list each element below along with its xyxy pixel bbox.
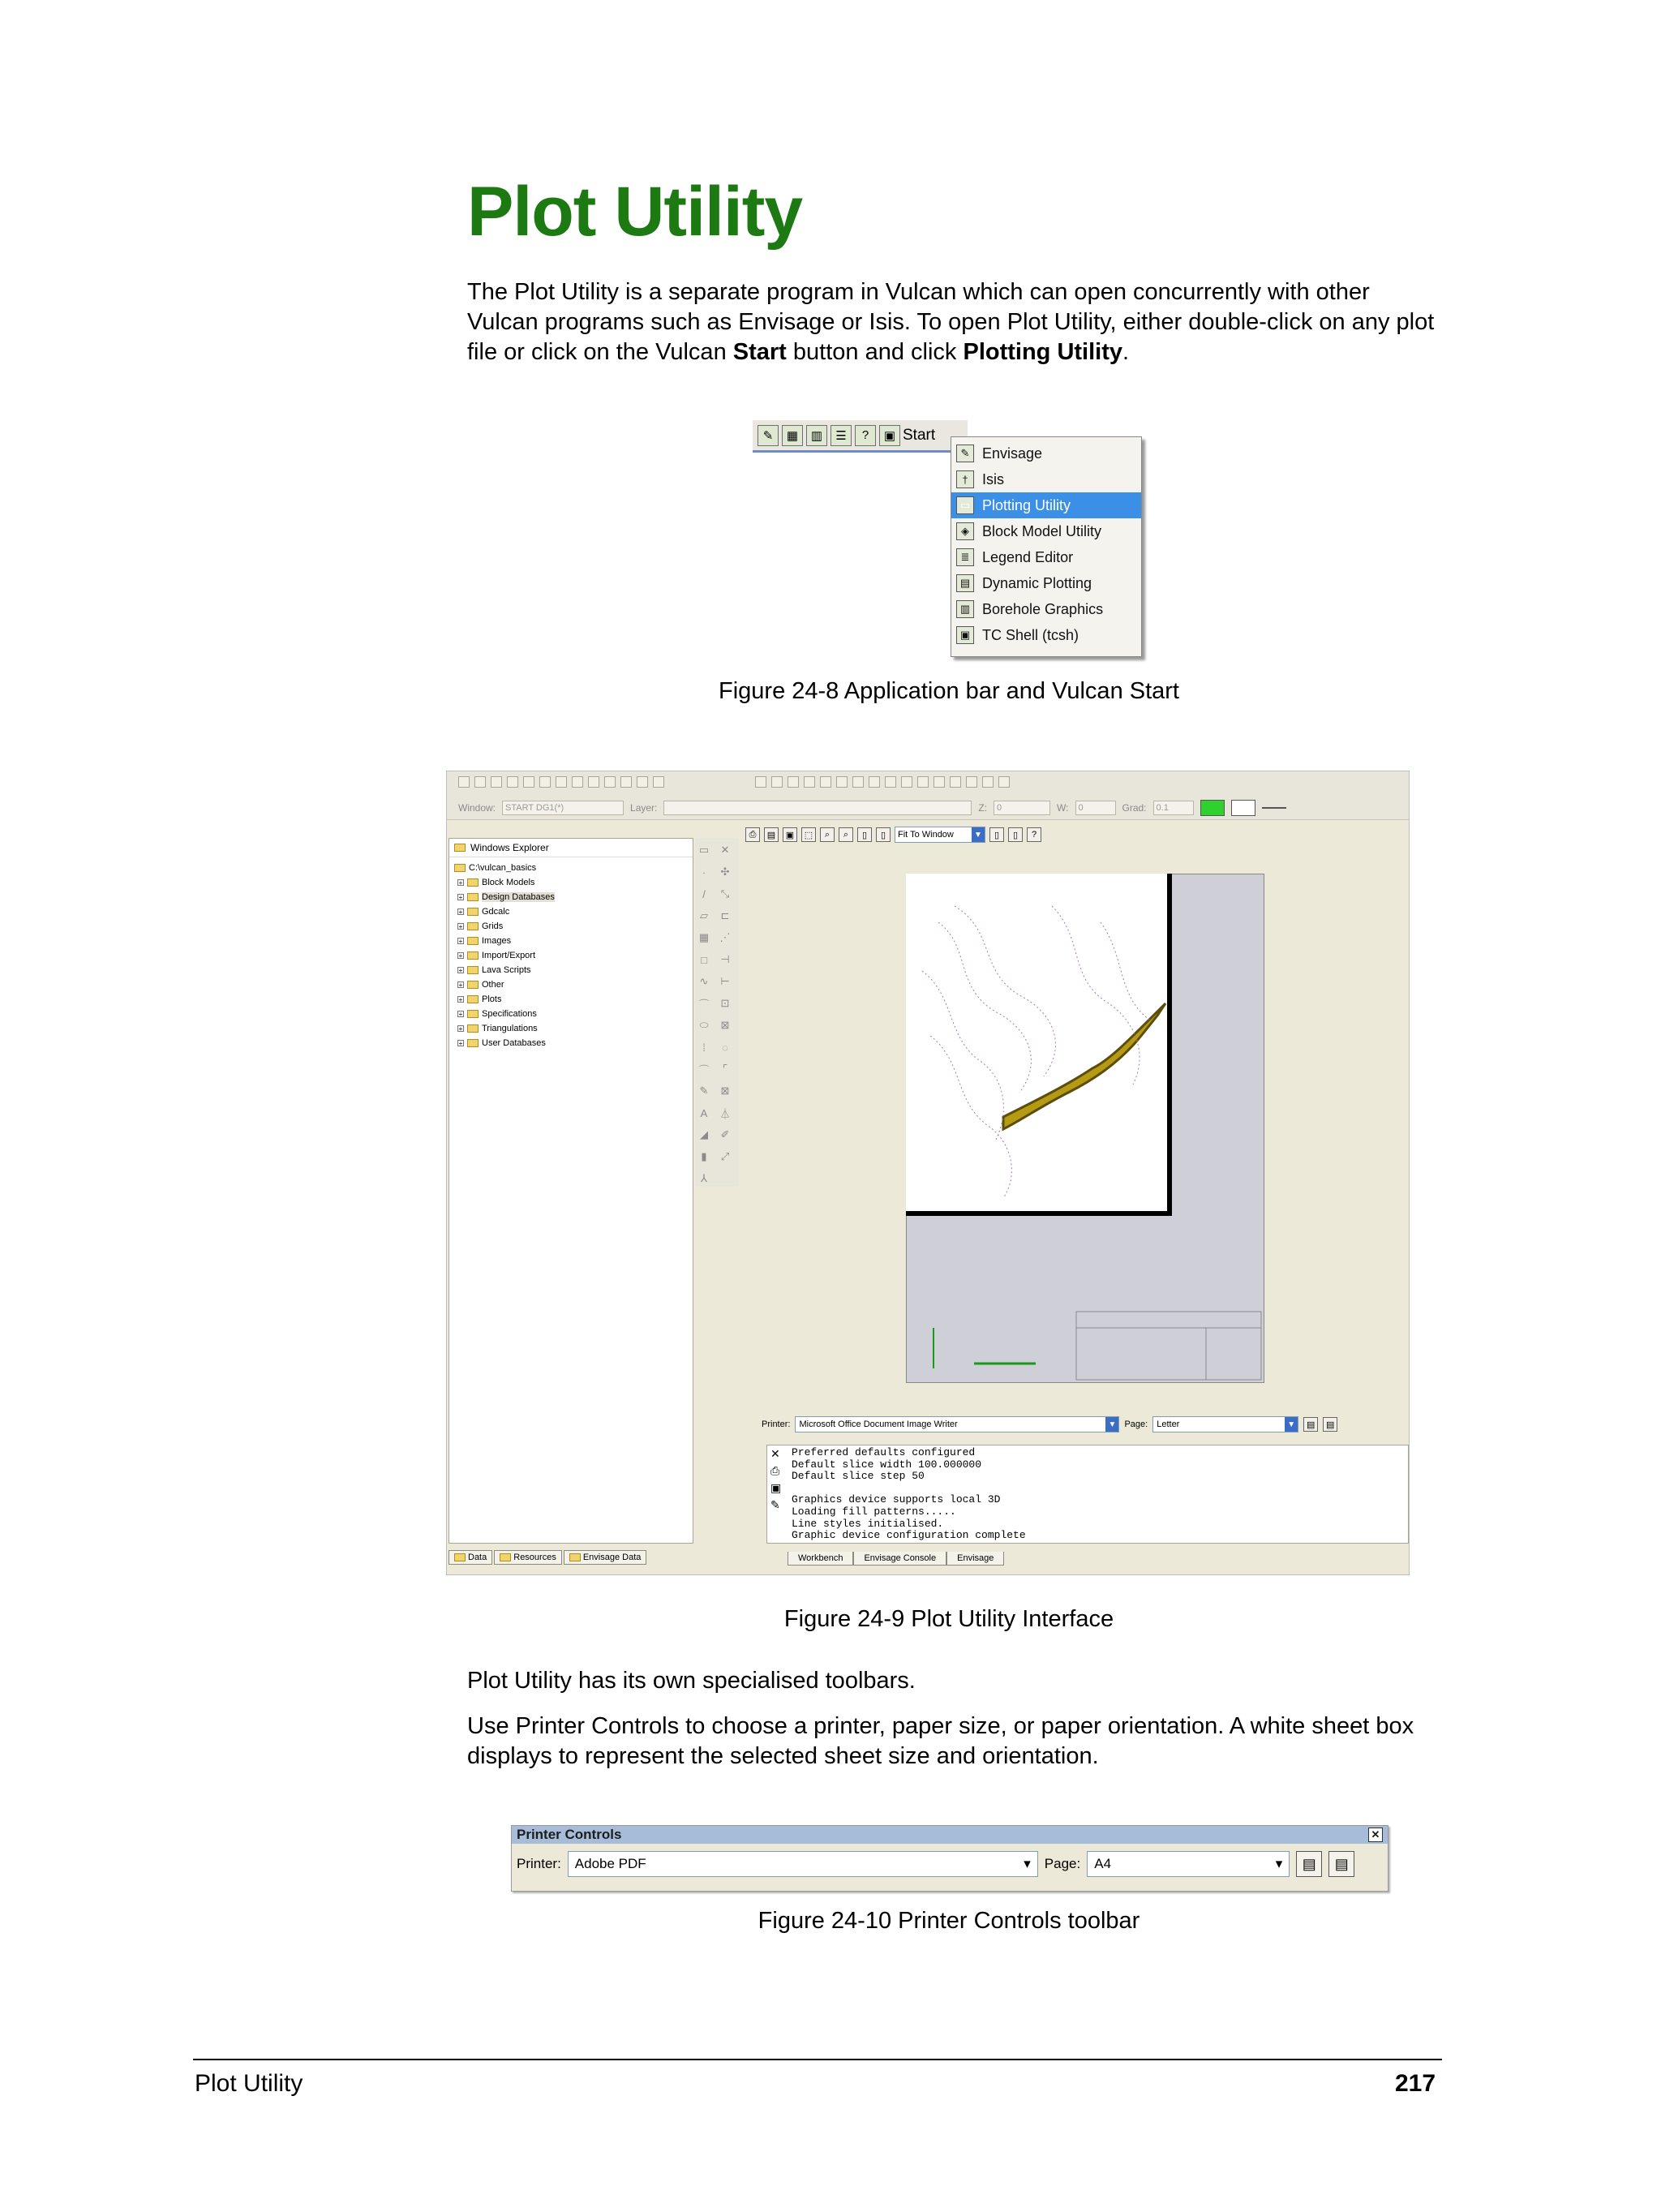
- layer-label: Layer:: [630, 801, 658, 814]
- color-swatch-green[interactable]: [1200, 800, 1225, 816]
- expand-icon[interactable]: +: [458, 938, 463, 945]
- tab-workbench[interactable]: Workbench: [788, 1552, 853, 1566]
- close-icon[interactable]: ✕: [770, 1447, 780, 1460]
- tree-item[interactable]: + Design Databases: [458, 892, 555, 902]
- fill-tool-icon[interactable]: ▦: [698, 931, 710, 943]
- ellipse-tool-icon[interactable]: ⬭: [699, 1019, 709, 1031]
- legend-editor-icon: ≣: [956, 548, 974, 566]
- menu-item-dynamic-plotting[interactable]: ▤ Dynamic Plotting: [951, 570, 1141, 596]
- expand-icon[interactable]: +: [458, 996, 463, 1003]
- w-label: W:: [1057, 801, 1069, 814]
- printer-select[interactable]: Adobe PDF ▾: [568, 1851, 1038, 1877]
- printer-controls-paragraph: Use Printer Controls to choose a printer, paper size, or paper orientation. A white sheet box displays to represent the selected sheet size and orientation.: [467, 1713, 1414, 1769]
- tree-item[interactable]: + Specifications: [458, 1009, 537, 1019]
- tool-icon[interactable]: [637, 776, 648, 788]
- dropdown-arrow-icon: ▾: [1275, 1856, 1283, 1871]
- tool-icon[interactable]: ◌: [722, 1041, 728, 1054]
- folder-icon: [467, 1024, 479, 1033]
- grad-input[interactable]: 0.1: [1153, 801, 1194, 815]
- line-tool-icon[interactable]: /: [702, 887, 706, 900]
- tab-envisage-console[interactable]: Envisage Console: [853, 1552, 946, 1566]
- point-tool-icon[interactable]: ·: [702, 865, 706, 878]
- page-icon[interactable]: ▯: [876, 827, 891, 842]
- clear-icon[interactable]: ✎: [770, 1498, 780, 1511]
- windows-explorer-panel: [449, 838, 693, 1544]
- tree-item[interactable]: + Grids: [458, 921, 504, 931]
- plot-drawing: [906, 874, 1263, 1381]
- envisage-icon: ✎: [956, 445, 974, 462]
- title-block: [1076, 1312, 1261, 1380]
- dynamic-plotting-icon: ▤: [956, 574, 974, 592]
- tool-icon[interactable]: [836, 776, 848, 788]
- tool-icon[interactable]: [539, 776, 551, 788]
- panel-app-icon[interactable]: ▥: [806, 425, 827, 446]
- envisage-app-icon[interactable]: ✎: [758, 425, 779, 446]
- image-app-icon[interactable]: ▦: [782, 425, 803, 446]
- landscape-orientation-icon[interactable]: ▤: [1328, 1851, 1354, 1877]
- portrait-orientation-icon[interactable]: ▤: [1303, 1417, 1318, 1432]
- tab-data[interactable]: Data: [449, 1550, 492, 1565]
- window-select[interactable]: START DG1(*): [502, 801, 624, 815]
- tool-icon[interactable]: [588, 776, 599, 788]
- explorer-header: Windows Explorer: [449, 839, 693, 857]
- start-menu: [951, 436, 1142, 657]
- tool-icon[interactable]: [934, 776, 945, 788]
- tree-root[interactable]: C:\vulcan_basics: [454, 861, 693, 875]
- portrait-icon[interactable]: ▯: [989, 827, 1004, 842]
- zoom-icon[interactable]: ⌕: [820, 827, 835, 842]
- tool-icon[interactable]: ⤢: [720, 1150, 730, 1162]
- folder-icon: [467, 922, 479, 930]
- menu-item-tc-shell[interactable]: ▣ TC Shell (tcsh): [951, 622, 1141, 648]
- text-tool-icon[interactable]: A: [700, 1106, 708, 1119]
- plot-toolbar: [745, 823, 1151, 846]
- tree-item[interactable]: + Triangulations: [458, 1024, 538, 1033]
- tree-item[interactable]: + User Databases: [458, 1038, 546, 1048]
- figure-plot-utility-interface: [446, 771, 1410, 1575]
- folder-icon: [467, 878, 479, 887]
- orebody-shape: [1003, 1003, 1165, 1129]
- plotting-utility-icon: ▭: [956, 496, 974, 514]
- application-bar: [753, 420, 968, 453]
- folder-icon: [467, 908, 479, 916]
- expand-icon[interactable]: +: [458, 1025, 463, 1033]
- figure-8-caption: Figure 24-8 Application bar and Vulcan Start: [719, 678, 1179, 704]
- tool-icon[interactable]: [917, 776, 929, 788]
- tool-icon[interactable]: [523, 776, 534, 788]
- help-icon[interactable]: ?: [1027, 827, 1041, 842]
- tool-icon[interactable]: [982, 776, 994, 788]
- tool-icon[interactable]: [852, 776, 864, 788]
- isis-icon: †: [956, 470, 974, 488]
- page-title: Plot Utility: [467, 173, 803, 251]
- dropdown-arrow-icon: ▾: [1024, 1856, 1031, 1871]
- grid-tool-icon[interactable]: ⁞: [702, 1041, 706, 1054]
- line-style-icon[interactable]: [1262, 807, 1286, 809]
- tool-icon[interactable]: [653, 776, 664, 788]
- main-toolbar: [447, 771, 1409, 797]
- tool-icon[interactable]: ◢: [700, 1128, 708, 1140]
- pen-tool-icon[interactable]: ✎: [699, 1085, 709, 1097]
- dropdown-arrow-icon: ▼: [1105, 1417, 1118, 1432]
- page-label: Page:: [1044, 1856, 1081, 1871]
- tool-icon[interactable]: [966, 776, 977, 788]
- tool-icon[interactable]: [491, 776, 502, 788]
- delete-tool-icon[interactable]: ✕: [720, 844, 730, 856]
- expand-icon[interactable]: +: [458, 1011, 463, 1018]
- expand-icon[interactable]: +: [458, 967, 463, 974]
- tool-icon[interactable]: [820, 776, 831, 788]
- console-output: Preferred defaults configured Default slice width 100.000000 Default slice step 50 Graphics device supports local 3D Loading fill patterns..... Line styles initialised. Graphic device configuration complete: [792, 1446, 1026, 1542]
- print-icon[interactable]: [604, 776, 616, 788]
- tree-item[interactable]: + Import/Export: [458, 951, 536, 960]
- printer-controls-row: [512, 1844, 1388, 1884]
- intro-paragraph: [467, 277, 1440, 367]
- tool-icon[interactable]: [885, 776, 896, 788]
- tab-envisage-data[interactable]: Envisage Data: [564, 1550, 647, 1565]
- tree-item[interactable]: + Gdcalc: [458, 907, 510, 917]
- tool-icon[interactable]: ✐: [720, 1128, 730, 1140]
- block-model-icon: ◈: [956, 522, 974, 540]
- folder-icon: [467, 937, 479, 945]
- expand-icon[interactable]: +: [458, 923, 463, 930]
- open-icon[interactable]: [474, 776, 486, 788]
- menu-item-borehole-graphics[interactable]: ▥ Borehole Graphics: [951, 596, 1141, 622]
- page-number: 217: [1395, 2070, 1436, 2097]
- tc-shell-icon: ▣: [956, 626, 974, 644]
- curve-tool-icon[interactable]: ∿: [699, 975, 709, 987]
- w-input[interactable]: 0: [1075, 801, 1116, 815]
- toolbars-paragraph: Plot Utility has its own specialised toolbars.: [467, 1668, 916, 1694]
- printer-controls-title: Printer Controls: [517, 1827, 622, 1842]
- tree-item[interactable]: + Images: [458, 936, 512, 946]
- select-tool-icon[interactable]: ▭: [698, 844, 710, 856]
- folder-icon: [569, 1553, 581, 1561]
- tool-icon[interactable]: [804, 776, 815, 788]
- tool-icon[interactable]: [998, 776, 1010, 788]
- menu-item-isis[interactable]: † Isis: [951, 466, 1141, 492]
- expand-icon[interactable]: +: [458, 894, 463, 901]
- figure-application-bar: [753, 420, 1142, 660]
- tool-icon[interactable]: [950, 776, 961, 788]
- tab-envisage[interactable]: Envisage: [946, 1552, 1004, 1566]
- tool-icon[interactable]: ▮: [701, 1150, 707, 1162]
- expand-icon[interactable]: +: [458, 1040, 463, 1047]
- intro-text-1: The Plot Utility is a separate program in Vulcan which can open concurrently with other Vulcan programs such as Envisage or Isis. To open Plot Utility, either double-click on any plot file or click on the Vulcan: [467, 279, 1435, 365]
- window-label: Window:: [458, 801, 496, 814]
- tool-icon[interactable]: [901, 776, 912, 788]
- tool-icon[interactable]: ⊡: [720, 997, 730, 1009]
- footer-section-title: Plot Utility: [195, 2070, 303, 2097]
- tree-item[interactable]: + Lava Scripts: [458, 965, 531, 975]
- printer-controls-toolbar: [747, 1414, 1409, 1435]
- tool-icon[interactable]: ⌒: [698, 1063, 710, 1076]
- tool-icon[interactable]: [788, 776, 799, 788]
- fit-to-window-select[interactable]: Fit To Window ▼: [895, 827, 985, 843]
- footer-rule: [193, 2059, 1442, 2060]
- tool-icon[interactable]: [507, 776, 518, 788]
- folder-icon: [500, 1553, 511, 1561]
- menu-item-block-model-utility[interactable]: ◈ Block Model Utility: [951, 518, 1141, 544]
- figure-9-caption: Figure 24-9 Plot Utility Interface: [783, 1606, 1114, 1632]
- start-icon: ▣: [879, 425, 900, 446]
- tree-item[interactable]: + Block Models: [458, 878, 535, 887]
- tool-icon[interactable]: ⌜: [722, 1063, 728, 1075]
- figure-10-caption: Figure 24-10 Printer Controls toolbar: [758, 1908, 1140, 1934]
- intro-bold-start: Start: [732, 339, 787, 365]
- tool-icon[interactable]: ⋰: [719, 931, 731, 943]
- expand-icon[interactable]: +: [458, 952, 463, 960]
- printer-select[interactable]: Microsoft Office Document Image Writer ▼: [795, 1416, 1119, 1432]
- tree-item[interactable]: + Other: [458, 980, 504, 990]
- dropdown-arrow-icon: ▼: [972, 827, 985, 842]
- intro-bold-plotting: Plotting Utility: [963, 339, 1123, 365]
- start-button[interactable]: [879, 425, 935, 446]
- tool-icon[interactable]: ⅄: [701, 1172, 707, 1184]
- help-app-icon[interactable]: ?: [855, 425, 876, 446]
- menu-item-plotting-utility[interactable]: ▭ Plotting Utility: [951, 492, 1141, 518]
- print-icon[interactable]: ⎙: [770, 1464, 780, 1477]
- folder-open-icon: [454, 864, 466, 872]
- move-tool-icon[interactable]: ✣: [720, 865, 730, 878]
- figure-printer-controls: [511, 1825, 1388, 1892]
- expand-icon[interactable]: +: [458, 981, 463, 989]
- page-select[interactable]: A4 ▾: [1087, 1851, 1290, 1877]
- rect-tool-icon[interactable]: □: [701, 953, 707, 966]
- folder-icon: [467, 1039, 479, 1047]
- print-icon[interactable]: ⎙: [745, 827, 760, 842]
- window-toolbar: [447, 796, 1409, 820]
- printer-controls-titlebar: [512, 1826, 1388, 1844]
- console-panel: [766, 1445, 1409, 1544]
- borehole-graphics-icon: ▥: [956, 600, 974, 618]
- console-tabs: [788, 1552, 1004, 1566]
- menu-item-legend-editor[interactable]: ≣ Legend Editor: [951, 544, 1141, 570]
- undo-icon[interactable]: [556, 776, 567, 788]
- explorer-tree: [449, 857, 693, 1050]
- folder-icon: [467, 893, 479, 901]
- expand-icon[interactable]: +: [458, 908, 463, 916]
- folder-icon: [454, 1553, 466, 1561]
- folder-icon: [467, 981, 479, 989]
- tab-resources[interactable]: Resources: [494, 1550, 562, 1565]
- tree-item[interactable]: + Plots: [458, 994, 502, 1004]
- tool-icon[interactable]: ⬚: [801, 827, 816, 842]
- landscape-icon[interactable]: ▯: [1008, 827, 1023, 842]
- explorer-icon: [454, 844, 466, 852]
- folder-icon: [467, 951, 479, 960]
- print-preview-icon[interactable]: ▤: [764, 827, 779, 842]
- tool-icon[interactable]: [620, 776, 632, 788]
- tool-icon[interactable]: [755, 776, 766, 788]
- color-swatch-white[interactable]: [1231, 800, 1255, 816]
- page-icon[interactable]: ▯: [857, 827, 872, 842]
- printer-label: Printer:: [762, 1420, 791, 1429]
- z-label: Z:: [978, 801, 988, 814]
- drawing-tools-column: [695, 838, 739, 1187]
- console-tools: [770, 1447, 787, 1512]
- tool-icon[interactable]: ⊣: [720, 953, 730, 965]
- landscape-orientation-icon[interactable]: ▤: [1323, 1417, 1337, 1432]
- tool-icon[interactable]: ⤡: [720, 887, 730, 900]
- printer-label: Printer:: [517, 1856, 561, 1871]
- folder-icon: [467, 995, 479, 1003]
- zoom-in-icon[interactable]: ⌕: [839, 827, 853, 842]
- expand-icon[interactable]: +: [458, 879, 463, 887]
- save-icon[interactable]: ▣: [770, 1481, 782, 1494]
- folder-icon: [467, 1010, 479, 1018]
- folder-icon: [467, 966, 479, 974]
- tool-icon[interactable]: ⊠: [720, 1085, 730, 1097]
- arc-tool-icon[interactable]: ⌒: [698, 998, 710, 1011]
- intro-text-3: .: [1122, 339, 1130, 365]
- start-label: Start: [903, 426, 936, 444]
- tool-icon[interactable]: ▣: [783, 827, 797, 842]
- tool-icon[interactable]: ⊢: [720, 975, 730, 987]
- tool-icon[interactable]: ⊏: [720, 909, 730, 921]
- tool-icon[interactable]: [869, 776, 880, 788]
- dropdown-arrow-icon: ▼: [1285, 1417, 1298, 1432]
- explorer-tabs: [449, 1550, 646, 1565]
- intro-text-2: button and click: [786, 339, 964, 365]
- redo-icon[interactable]: [572, 776, 583, 788]
- page-label: Page:: [1124, 1420, 1148, 1429]
- tool-icon[interactable]: ⏃: [719, 1107, 731, 1120]
- grad-label: Grad:: [1122, 801, 1147, 814]
- tool-icon[interactable]: ▱: [700, 909, 708, 921]
- layer-select[interactable]: [663, 801, 972, 815]
- close-icon[interactable]: ✕: [1368, 1828, 1383, 1842]
- tool-icon[interactable]: [771, 776, 783, 788]
- new-icon[interactable]: [458, 776, 470, 788]
- page-select[interactable]: Letter ▼: [1152, 1416, 1298, 1432]
- z-input[interactable]: 0: [994, 801, 1050, 815]
- menu-item-envisage[interactable]: ✎ Envisage: [951, 440, 1141, 466]
- list-app-icon[interactable]: ☰: [830, 425, 852, 446]
- portrait-orientation-icon[interactable]: ▤: [1296, 1851, 1322, 1877]
- tool-icon[interactable]: ⊠: [720, 1019, 730, 1031]
